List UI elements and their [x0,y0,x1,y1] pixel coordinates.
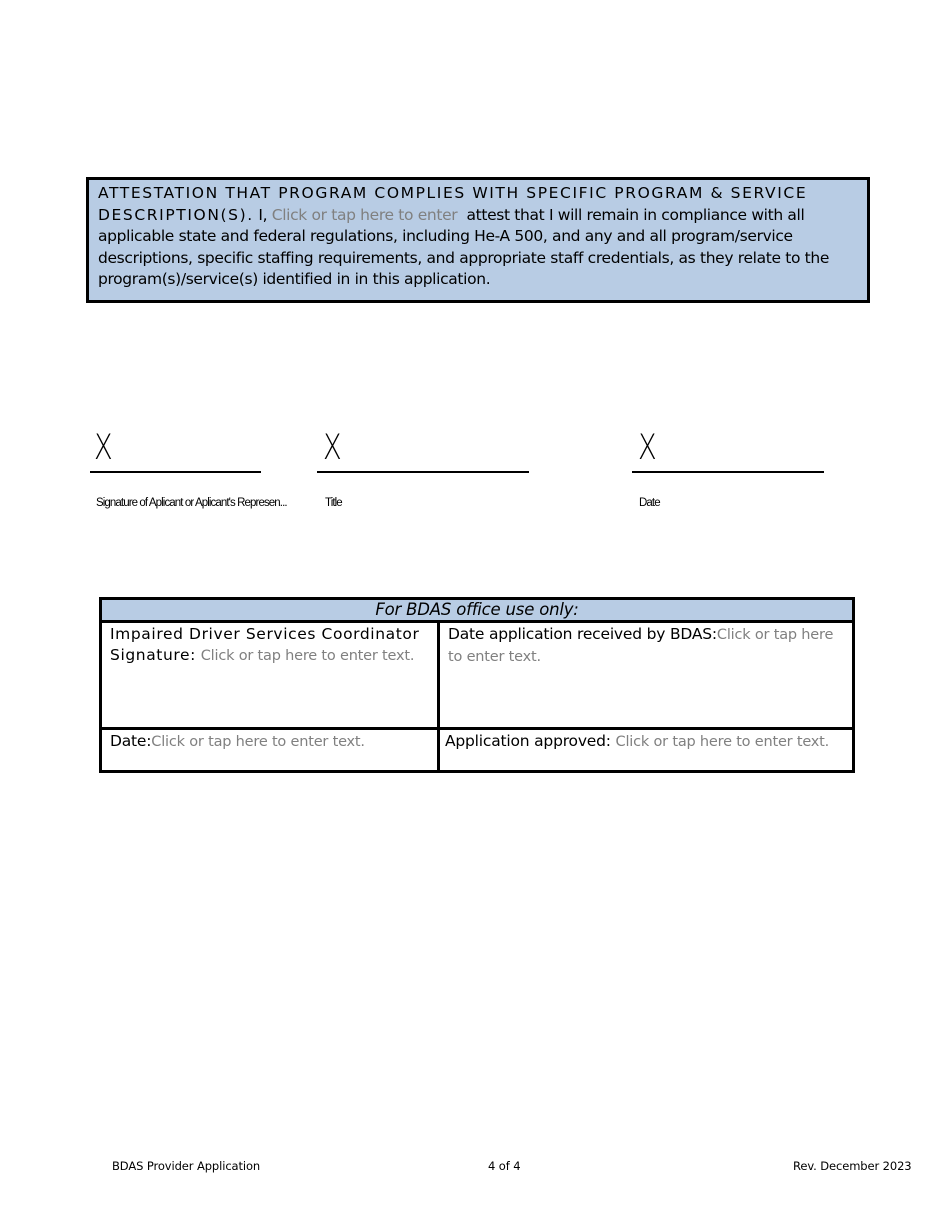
application-approved-label: Application approved: [445,732,611,750]
application-approved-field[interactable]: Click or tap here to enter text. [615,734,830,750]
date-received-field[interactable]: Click or tap here to enter text. [448,627,834,665]
office-date-cell [101,729,439,772]
attestation-paragraph [98,183,858,291]
office-date-label: Date: [110,732,152,750]
signature-title-caption: Title [325,497,342,509]
signature-applicant-line [90,471,261,473]
signature-date-caption: Date [639,497,660,509]
attestation-heading: ATTESTATION THAT PROGRAM COMPLIES WITH SPECIFIC PROGRAM & SERVICE DESCRIPTION(S). [98,184,808,224]
footer-page-number: 4 of 4 [488,1159,521,1173]
date-received-label: Date application received by BDAS: [448,625,717,643]
date-received-cell [439,622,854,729]
office-use-header: For BDAS office use only: [101,599,854,622]
signature-title-line [317,471,529,473]
office-date-field[interactable]: Click or tap here to enter text. [151,734,365,750]
coordinator-signature-field[interactable]: Click or tap here to enter text. [200,648,415,664]
signature-title-field[interactable]: X [323,428,342,468]
signature-applicant-field[interactable]: X [94,428,113,468]
coordinator-signature-cell [101,622,439,729]
application-approved-cell [439,729,854,772]
signature-date-field[interactable]: X [638,428,657,468]
attestation-box [86,177,870,303]
attestation-prefix: I, [258,205,268,224]
footer-revision: Rev. December 2023 [793,1159,912,1173]
attestation-body: attest that I will remain in compliance with all applicable state and federal regulations, including He-A 500, and any and all program/service descriptions, specific staffing requirements, and appropriate staff credentials, as they relate to the program(s)/service(s) identified in in this application. [98,205,830,288]
office-use-table [99,597,855,773]
signature-applicant-caption: Signature of Aplicant or Aplicant's Represen... [96,497,287,509]
footer-document-name: BDAS Provider Application [112,1159,261,1173]
signature-date-line [632,471,824,473]
attestation-name-field[interactable]: Click or tap here to enter [271,205,458,224]
coordinator-signature-label: Impaired Driver Services Coordinator Signature: [110,625,420,664]
